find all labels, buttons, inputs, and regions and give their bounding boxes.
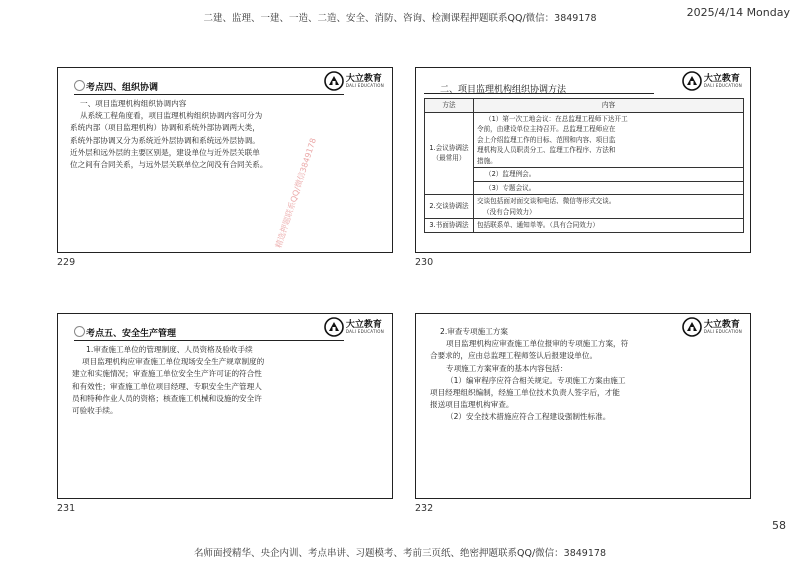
slide-title: 考点五、安全生产管理 (74, 326, 176, 339)
method-cell: 1.会议协调法（最常用） (425, 112, 474, 195)
page-number: 58 (772, 519, 786, 532)
body-line: （2）安全技术措施应符合工程建设强制性标准。 (446, 412, 611, 422)
table-row (425, 195, 744, 219)
dali-logo (324, 71, 384, 91)
logo-subtitle: DALI EDUCATION (703, 328, 742, 334)
section-heading: 2.审查专项施工方案 (440, 327, 508, 336)
body-line: （1）编审程序应符合相关规定。专项施工方案由施工 (446, 375, 626, 385)
page-footer-text: 名师面授精华、央企内训、考点串讲、习题模考、考前三页纸、绝密押题联系QQ/微信：3849178 (194, 548, 606, 559)
content-line: （2）监理例会。 (485, 170, 536, 178)
content-cell (474, 181, 744, 195)
slide-title: 二、项目监理机构组织协调方法 (440, 85, 567, 95)
table-row (425, 219, 744, 233)
body-line: 建立和实施情况；审查施工单位安全生产许可证的符合性 (72, 369, 262, 379)
body-line: 近外层和远外层的主要区别是，建设单位与近外层关联单 (70, 147, 260, 157)
content-line: 令前，由建设单位主持召开。总监理工程师应在 (477, 125, 616, 133)
title-underline (74, 94, 344, 95)
body-line: 合要求的，应由总监理工程师签认后报建设单位。 (430, 351, 598, 361)
content-line: 会上介绍监理工作的目标、范围和内容、项目监 (477, 135, 616, 144)
slide-230 (415, 67, 751, 253)
title-underline (424, 93, 654, 94)
dali-logo-icon (682, 71, 702, 91)
slide-number: 229 (57, 257, 76, 268)
body-line: 从系统工程角度看，项目监理机构组织协调内容可分为 (80, 111, 263, 121)
slide-229 (57, 67, 393, 253)
table-row (425, 112, 744, 168)
circle-bullet-icon (74, 326, 85, 337)
title-underline (74, 340, 344, 341)
body-line: 和有效性；审查施工单位项目经理、专职安全生产管理人 (72, 381, 262, 391)
body-line: 项目经理组织编制，经施工单位技术负责人签字后，才能 (430, 388, 620, 398)
content-line: 包括联系单、通知单等。（具有合同效力） (477, 221, 599, 229)
logo-subtitle: DALI EDUCATION (345, 328, 384, 334)
method-cell: 2.交谈协调法 (425, 195, 474, 219)
slide-title: 考点四、组织协调 (74, 80, 158, 93)
section-heading: 1.审查施工单位的管理制度、人员资格及验收手续 (86, 345, 253, 354)
column-header: 方法 (425, 99, 474, 113)
slide-number: 231 (57, 503, 76, 514)
slide-231 (57, 313, 393, 499)
body-line: 可验收手续。 (72, 406, 118, 416)
logo-name: 大立教育 (703, 319, 740, 330)
body-line: 位之间有合同关系，与远外层关联单位之间没有合同关系。 (70, 160, 268, 170)
content-line: （1）第一次工地会议：在总监理工程师下达开工 (485, 114, 628, 123)
slide-number: 230 (415, 257, 434, 268)
content-line: 交谈包括面对面交谈和电话、微信等形式交谈。 (477, 197, 616, 205)
content-cell (474, 195, 744, 219)
content-line: 理机构及人员职责分工、监理工作程序、方法和 (477, 146, 616, 154)
slide-232 (415, 313, 751, 499)
logo-name: 大立教育 (345, 73, 382, 84)
content-cell (474, 112, 744, 168)
slide-body (430, 326, 740, 424)
table-header-row (425, 99, 744, 113)
body-line: 专项施工方案审查的基本内容包括： (446, 363, 568, 373)
content-cell (474, 168, 744, 182)
slide-number: 232 (415, 503, 434, 514)
logo-subtitle: DALI EDUCATION (703, 82, 742, 88)
method-cell: 3.书面协调法 (425, 219, 474, 233)
content-line: （3）专题会议。 (485, 183, 536, 192)
print-date: 2025/4/14 Monday (686, 6, 790, 19)
dali-logo-icon (324, 317, 344, 337)
dali-logo (324, 317, 384, 337)
page-header-text: 二建、监理、一建、一造、二造、安全、消防、咨询、检测课程押题联系QQ/微信：3849178 (203, 13, 597, 24)
body-line: 系统内部（项目监理机构）协调和系统外部协调两大类， (70, 123, 260, 133)
section-heading: 一、项目监理机构组织协调内容 (80, 99, 187, 108)
logo-name: 大立教育 (703, 73, 740, 84)
logo-name: 大立教育 (345, 319, 382, 330)
watermark: 精选押题联系QQ/微信3849178 (273, 137, 319, 250)
content-cell (474, 219, 744, 233)
content-line: （没有合同效力） (483, 207, 536, 216)
slide-body (70, 98, 385, 171)
content-line: 措施。 (477, 156, 497, 165)
body-line: 报送项目监理机构审查。 (430, 400, 514, 410)
body-line: 员和特种作业人员的资格；核查施工机械和设施的安全许 (72, 393, 262, 403)
column-header: 内容 (474, 99, 744, 113)
slide-body (72, 344, 387, 417)
body-line: 项目监理机构应审查施工单位报审的专项施工方案，符 (446, 339, 629, 349)
logo-subtitle: DALI EDUCATION (345, 82, 384, 88)
body-line: 系统外部协调又分为系统近外层协调和系统远外层协调。 (70, 135, 260, 145)
dali-logo (682, 71, 742, 91)
body-line: 项目监理机构应审查施工单位现场安全生产规章制度的 (82, 357, 265, 367)
dali-logo-icon (324, 71, 344, 91)
circle-bullet-icon (74, 80, 85, 91)
coordination-method-table (424, 98, 744, 233)
